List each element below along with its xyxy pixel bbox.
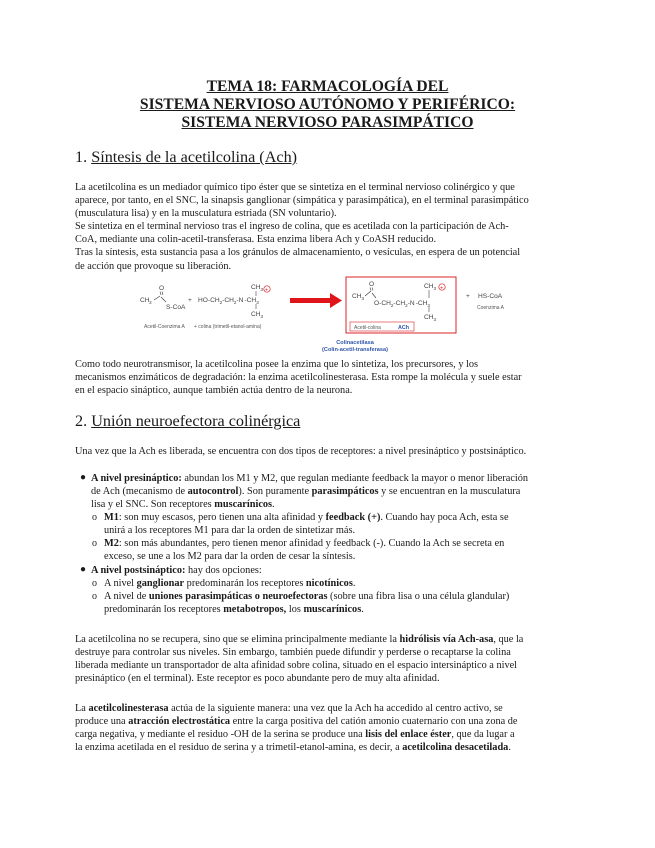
plus-sign: + <box>188 297 192 304</box>
text-line: mecanismos enzimáticos de degradación: la enzima acetilcolinesterasa. Esta rompe la molécula y suele estar <box>75 372 522 384</box>
text-line: carga negativa, y mediante el residuo -OH de la serina se produce una lisis del enlace éster, que da lugar a <box>75 729 515 741</box>
acetylcholine-synthesis-diagram <box>140 276 560 340</box>
text-line: unirá a los receptores M1 para dar la orden de sintetizar más. <box>104 525 356 537</box>
list-item-presinaptico <box>91 472 583 511</box>
reaction-arrow-icon <box>290 293 342 308</box>
label-coenzima-a: Coenzima A <box>477 305 504 311</box>
list-item-ganglionar <box>104 577 583 590</box>
text-line: Como todo neurotransmisor, la acetilcolina posee la enzima que lo sintetiza, los precursores, y los <box>75 359 479 370</box>
text-line: A nivel ganglionar predominarán los receptores nicotínicos. <box>104 578 356 589</box>
list-item-m2 <box>104 537 583 563</box>
text-line: la enzima acetilada en el residuo de serina y a trimetil-etanol-amina, es decir, a acetilcolina desacetilada. <box>75 742 511 754</box>
acetyl-coa-molecule <box>140 285 186 311</box>
ach-chain-text: $O-CH_2-CH_2-N-CH_3$ <box>374 300 430 308</box>
bullet-icon: ● <box>80 564 87 575</box>
ch3-text: $CH_3$ <box>352 293 365 301</box>
list-item-m1 <box>104 511 583 537</box>
text-line: A nivel presináptico: abundan los M1 y M2, que regulan mediante feedback la mayor o menor liberación <box>91 473 529 484</box>
bullet-icon: ● <box>80 472 87 483</box>
text-line: en el espacio sináptico, aunque también actúa dentro de la neurona. <box>75 385 353 397</box>
text-line: La acetilcolina es un mediador químico tipo éster que se sintetiza en el terminal nervioso colinérgico y que <box>75 182 515 193</box>
section1-paragraph2 <box>75 358 583 397</box>
oxygen-text: O <box>159 285 165 292</box>
list-item-neuroefectoras <box>104 590 583 616</box>
text-line: destruye para controlar sus niveles. Sin embargo, también puede difundir y perderse o recaptarse la colina <box>75 647 511 659</box>
page-title-line1: TEMA 18: FARMACOLOGÍA DEL <box>206 78 449 95</box>
text-line: exceso, se une a los M2 para dar la orden de cesar la síntesis. <box>104 551 356 563</box>
text-line: produce una atracción electrostática entre la carga positiva del catión amonio cuaternario con una zona de <box>75 716 518 728</box>
text-line: La acetilcolinesterasa actúa de la siguiente manera: una vez que la Ach ha accedido al centro activo, se <box>75 703 503 714</box>
text-line: predominarán los receptores metabotropos, los muscarínicos. <box>104 604 364 616</box>
text-line: (musculatura lisa) y en la musculatura estriada (SN voluntario). <box>75 208 337 220</box>
enzyme-alt-name: (Colin-acetil-transferasa) <box>322 347 388 353</box>
circle-bullet-icon: o <box>92 538 97 549</box>
section2-intro: Una vez que la Ach es liberada, se encuentra con dos tipos de receptores: a nivel presináptico y postsináptico. <box>75 446 527 457</box>
choline-chain-text: $HO-CH_2-CH_2-N-CH_3$ <box>198 297 259 305</box>
plus-sign: + <box>466 293 470 300</box>
text-line: de Ach (mecanismo de autocontrol). Son puramente parasimpáticos y se encuentran en la musculatura <box>91 486 521 498</box>
enzyme-label <box>290 340 420 354</box>
label-colina: + colina (trimetil-etanol-amina) <box>194 324 262 330</box>
ch3-text: $CH_3$ <box>251 311 264 319</box>
circle-bullet-icon: o <box>92 578 97 589</box>
hs-coa-text: HS-CoA <box>478 293 503 300</box>
ch3-text: CH <box>140 297 150 304</box>
label-acetil-coa: Acetil-Coenzima A <box>144 324 185 330</box>
text-line: Se sintetiza en el terminal nervioso tras el ingreso de colina, que es acetilada con la participación de Ach- <box>75 221 509 233</box>
page-title-line2: SISTEMA NERVIOSO AUTÓNOMO Y PERIFÉRICO: <box>139 96 516 113</box>
text-line: M2: son más abundantes, pero tienen menor afinidad y feedback (-). Cuando la Ach se secreta en <box>104 538 505 549</box>
text-line: La acetilcolina no se recupera, sino que se elimina principalmente mediante la hidrólisis vía Ach-asa, que la <box>75 634 524 645</box>
enzyme-name: Colinacetilasa <box>336 340 374 346</box>
ch3-text: $CH_3$ <box>424 283 437 291</box>
text-line: CoA, mediante una colin-acetil-transferasa. Esta enzima libera Ach y CoASH reducido. <box>75 234 437 246</box>
subscript: 3 <box>149 300 152 305</box>
text-line: liberada mediante un transportador de alta afinidad sobre colina, situado en el espacio intersináptico a nivel <box>75 660 518 672</box>
text-line: aparece, por tanto, en el SNC, la sinapsis ganglionar (simpática y parasimpática), en el terminal parasimpático <box>75 195 529 207</box>
list-item-postsinaptico <box>91 564 583 577</box>
oxygen-text: O <box>369 281 375 288</box>
charge-text: + <box>440 285 444 292</box>
section2-paragraph-acetilcolinesterasa <box>75 702 583 754</box>
text-line: Tras la síntesis, esta sustancia pasa a los gránulos de almacenamiento, o vesículas, en espera de un potencial <box>75 247 521 259</box>
label-ach: ACh <box>398 325 410 331</box>
scoa-text: S-CoA <box>166 304 186 311</box>
text-line: A nivel de uniones parasimpáticas o neuroefectoras (sobre una fibra lisa o una célula glandular) <box>104 591 510 602</box>
text-line: presináptico (en el terminal). Este receptor es poco abundante pero de muy alta afinidad. <box>75 673 440 685</box>
page-title-line3: SISTEMA NERVIOSO PARASIMPÁTICO <box>181 114 474 131</box>
circle-bullet-icon: o <box>92 512 97 523</box>
choline-molecule <box>198 284 270 319</box>
section1-heading: 1. Síntesis de la acetilcolina (Ach) <box>75 148 298 166</box>
ch3-text: $CH_3$ <box>251 284 264 292</box>
text-line: de acción que provoque su liberación. <box>75 260 232 272</box>
circle-bullet-icon: o <box>92 591 97 602</box>
ch3-text: $CH_3$ <box>424 314 437 322</box>
text-line: lisa y el SNC. Son receptores muscarínicos. <box>91 499 275 511</box>
text-line: A nivel postsináptico: hay dos opciones: <box>91 565 262 576</box>
text-line: M1: son muy escasos, pero tienen una alta afinidad y feedback (+). Cuando hay poca Ach, esta se <box>104 512 509 523</box>
section1-paragraph1 <box>75 181 583 273</box>
acetylcholine-molecule <box>352 281 445 322</box>
section2-heading: 2. Unión neuroefectora colinérgica <box>75 412 301 430</box>
label-acetilcolina: Acetil-colina <box>354 325 381 331</box>
charge-text: + <box>265 287 269 294</box>
section2-paragraph-recaptacion <box>75 633 583 685</box>
